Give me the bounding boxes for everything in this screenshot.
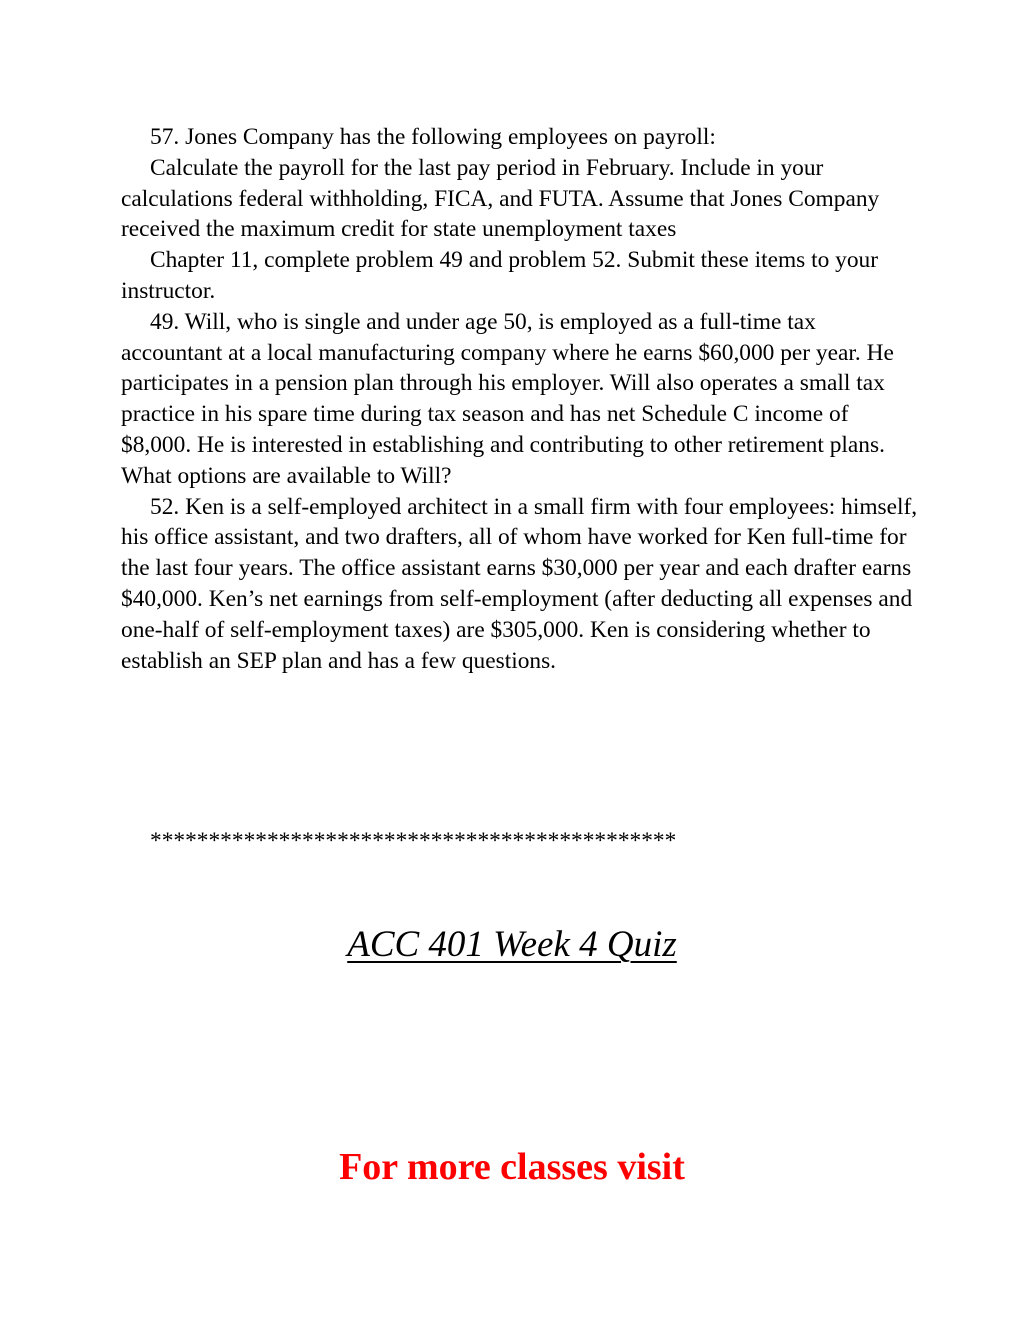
paragraph-problem-49: 49. Will, who is single and under age 50, is employed as a full-time tax accountant at a local manufacturing company where he earns $60,000 per year. He participates in a pension plan through his employer. Will also operates a small tax practice in his spare time during tax season and has net Schedule C income of $8,000. He is interested in establishing and contributing to other retirement plans. What options are available to Will? [121, 308, 894, 489]
paragraph-chapter-11: Chapter 11, complete problem 49 and problem 52. Submit these items to your instructor. [121, 247, 879, 304]
body-text [121, 122, 921, 676]
paragraph-problem-52: 52. Ken is a self-employed architect in a small firm with four employees: himself, his office assistant, and two drafters, all of whom have worked for Ken full-time for the last four years. The office assistant earns $30,000 per year and each drafter earns $40,000. Ken’s net earnings from self-employment (after deducting all expenses and one-half of self-employment taxes) are $305,000. Ken is considering whether to establish an SEP plan and has a few questions. [121, 493, 918, 674]
quiz-heading [0, 922, 1024, 968]
asterisk-separator: ********************************************* [150, 828, 677, 854]
visit-heading: For more classes visit [339, 1146, 685, 1188]
paragraph-payroll-instructions: Calculate the payroll for the last pay period in February. Include in your calculations federal withholding, FICA, and FUTA. Assume that Jones Company received the maximum credit for state unemployment taxes [121, 154, 880, 243]
quiz-heading-text: ACC 401 Week 4 Quiz [347, 924, 677, 965]
paragraph-problem-57: 57. Jones Company has the following employees on payroll: [150, 124, 716, 150]
